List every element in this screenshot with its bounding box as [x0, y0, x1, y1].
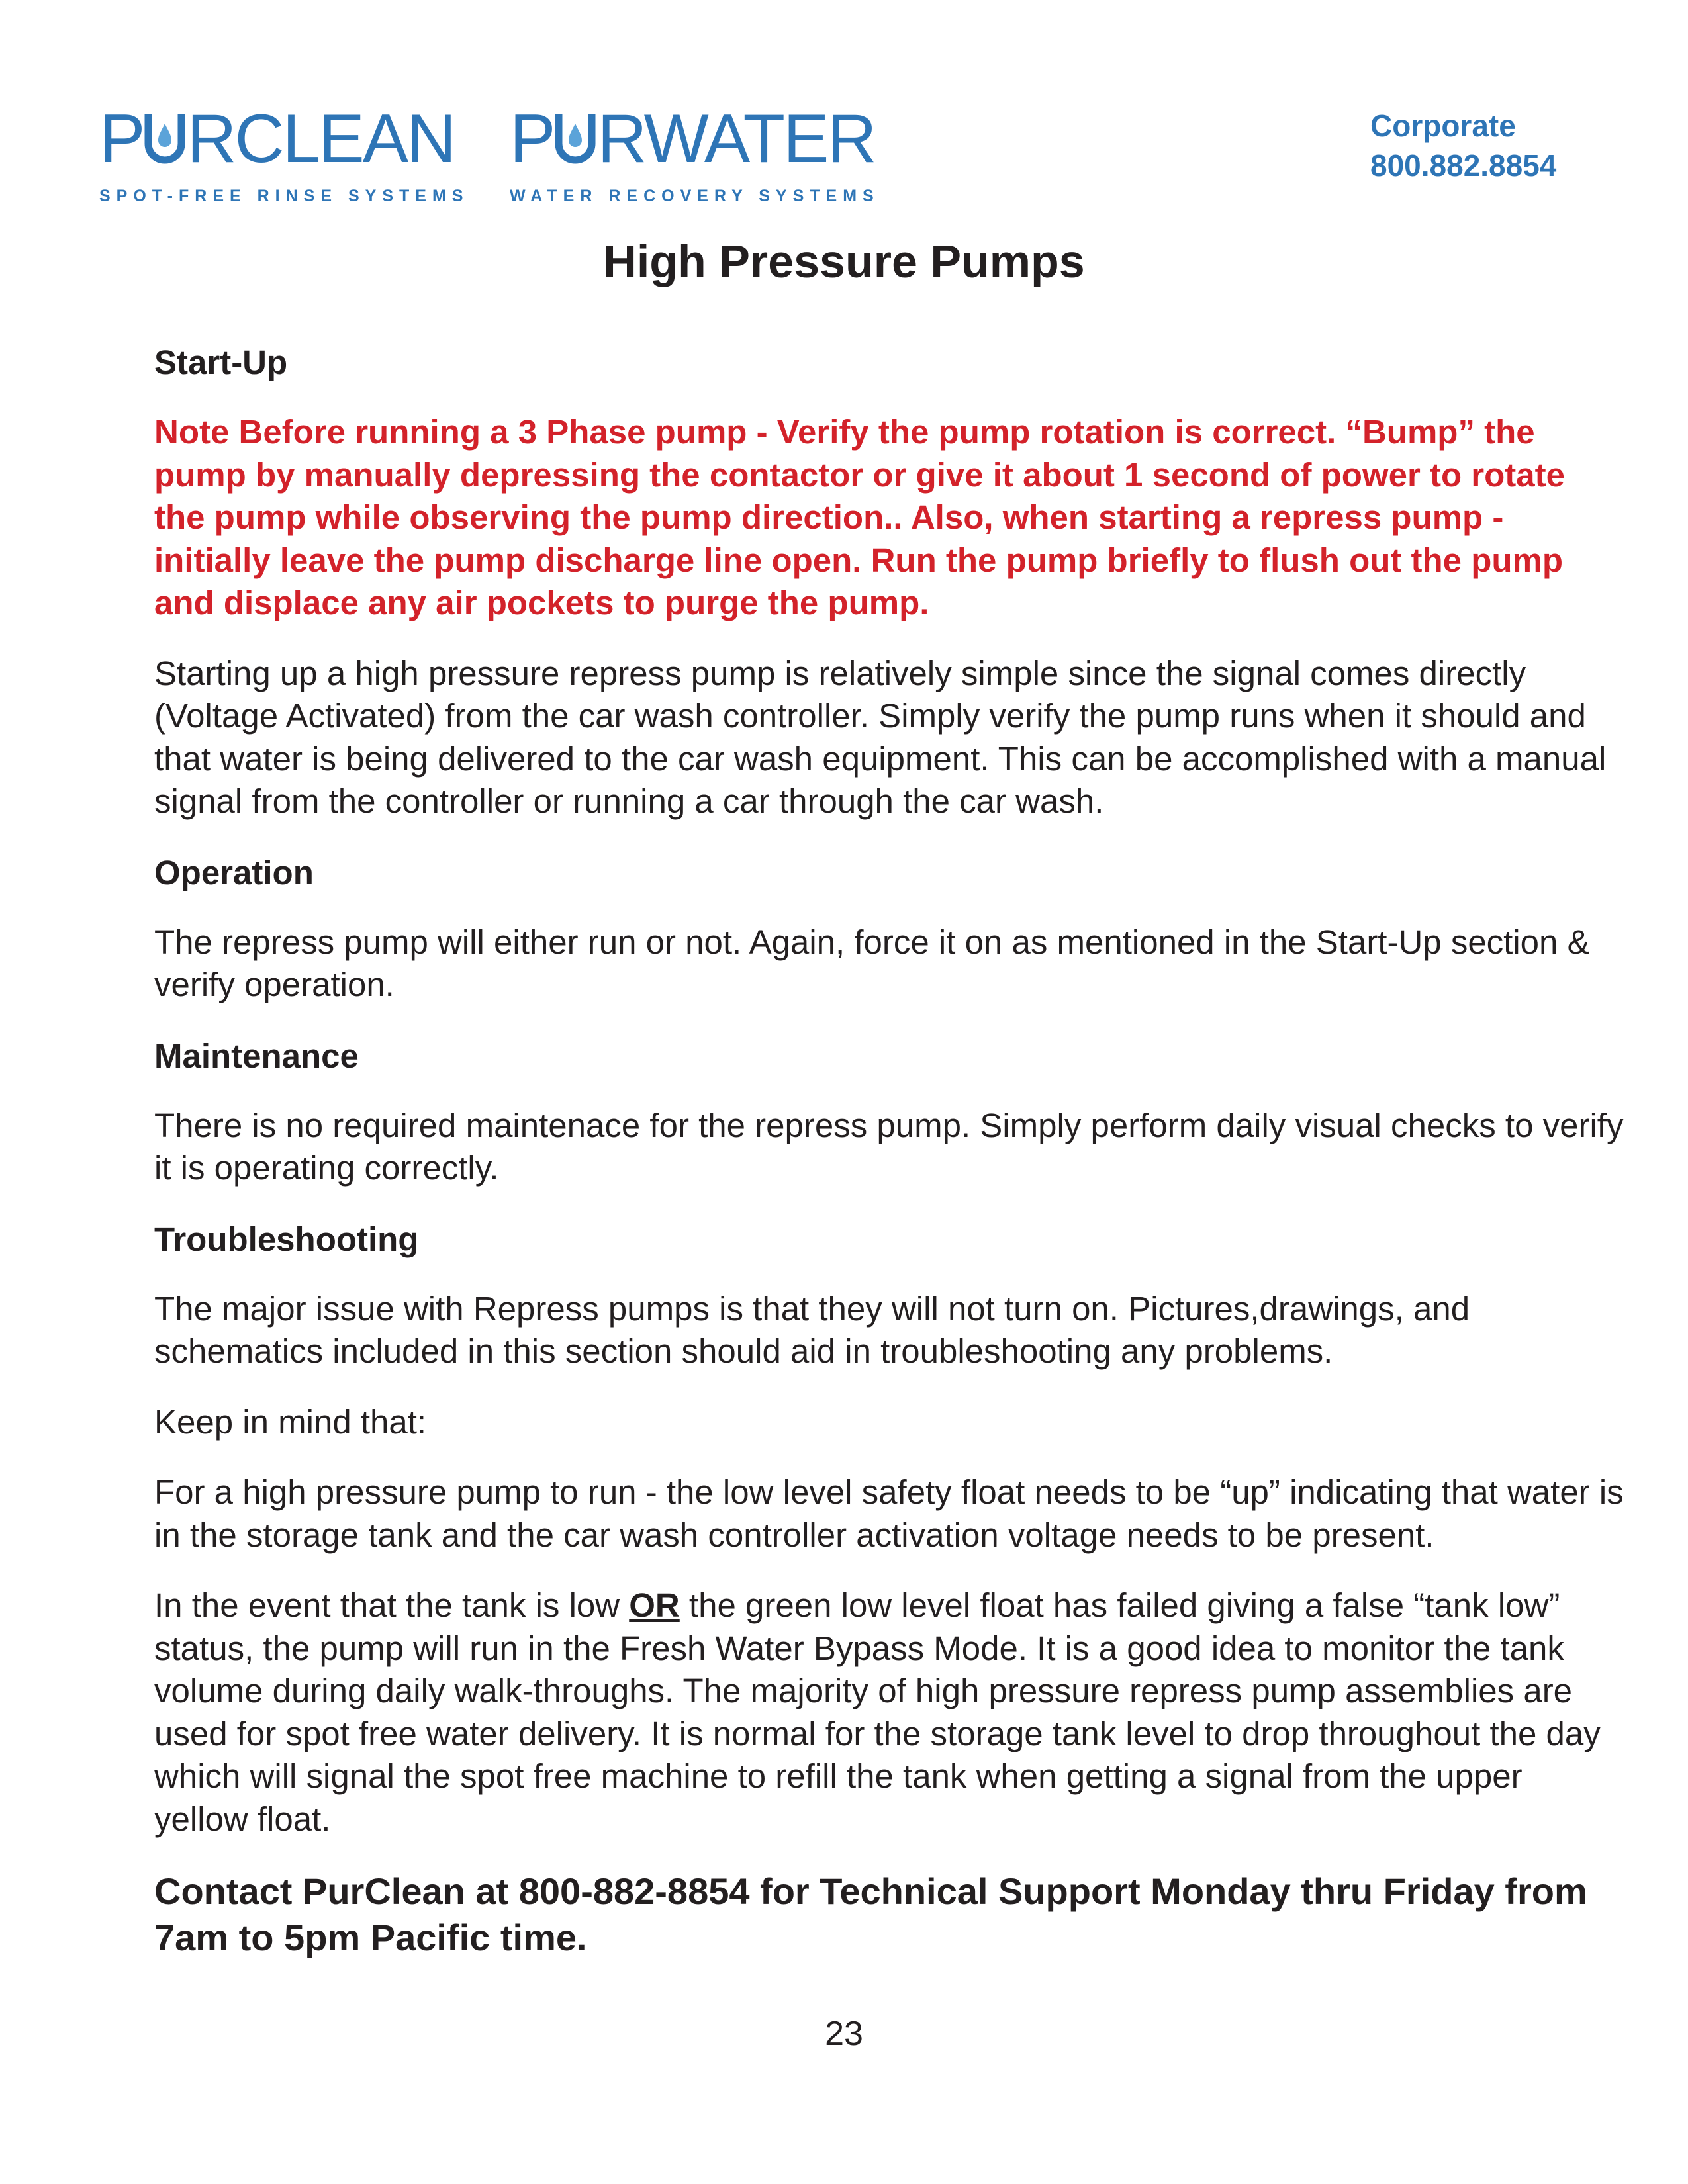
water-drop-u-icon [144, 113, 185, 165]
emphasis-or: OR [629, 1586, 680, 1624]
startup-heading: Start-Up [154, 343, 288, 381]
purwater-wordmark: P RWATER [510, 101, 875, 177]
document-body [154, 341, 1624, 1961]
purwater-logo [510, 101, 887, 206]
purwater-tagline: WATER RECOVERY SYSTEMS [510, 187, 880, 205]
startup-warning-note: Note Before running a 3 Phase pump - Verify the pump rotation is correct. “Bump” the pump by manually depressing the contactor or give it about 1 second of power to rotate the pump while observing the pump direction.. Also, when starting a repress pump - initially leave the pump discharge line open. Run the pump briefly to flush out the pump and displace any air pockets to purge the pump. [154, 413, 1565, 621]
tank-low-paragraph: In the event that the tank is low OR the green low level float has failed giving a false “tank low” status, the pump will run in the Fresh Water Bypass Mode. It is a good idea to monitor the tank volume during daily walk-throughs. The majority of high pressure repress pump assemblies are used for spot free water delivery. It is normal for the storage tank level to drop throughout the day which will signal the spot free machine to refill the tank when getting a signal from the upper yellow float. [154, 1586, 1601, 1838]
page-title: High Pressure Pumps [603, 236, 1085, 287]
keep-in-mind-line: Keep in mind that: [154, 1402, 427, 1441]
maintenance-heading: Maintenance [154, 1036, 359, 1075]
purclean-wordmark: P RCLEAN [99, 101, 455, 177]
page-number: 23 [825, 2015, 863, 2053]
troubleshooting-heading: Troubleshooting [154, 1220, 419, 1258]
corporate-contact [1370, 106, 1589, 185]
troubleshooting-paragraph: The major issue with Repress pumps is that they will not turn on. Pictures,drawings, and schematics included in this section should aid in troubleshooting any problems. [154, 1289, 1470, 1370]
maintenance-paragraph: There is no required maintenace for the repress pump. Simply perform daily visual checks to verify it is operating correctly. [154, 1106, 1624, 1187]
corporate-phone: 800.882.8854 [1370, 148, 1557, 183]
run-condition-paragraph: For a high pressure pump to run - the low level safety float needs to be “up” indicating that water is in the storage tank and the car wash controller activation voltage needs to be present. [154, 1473, 1624, 1554]
startup-paragraph: Starting up a high pressure repress pump is relatively simple since the signal comes directly (Voltage Activated) from the car wash controller. Simply verify the pump runs when it should and that water is being delivered to the car wash equipment. This can be accomplished with a manual signal from the controller or running a car through the car wash. [154, 654, 1607, 820]
operation-heading: Operation [154, 853, 314, 891]
corporate-label: Corporate [1370, 109, 1516, 143]
purclean-tagline: SPOT-FREE RINSE SYSTEMS [99, 187, 469, 205]
water-drop-u-icon [555, 113, 596, 165]
purclean-logo [99, 101, 469, 206]
operation-paragraph: The repress pump will either run or not. Again, force it on as mentioned in the Start-Up section & verify operation. [154, 923, 1590, 1003]
technical-support-contact: Contact PurClean at 800-882-8854 for Technical Support Monday thru Friday from 7am to 5pm Pacific time. [154, 1870, 1587, 1958]
